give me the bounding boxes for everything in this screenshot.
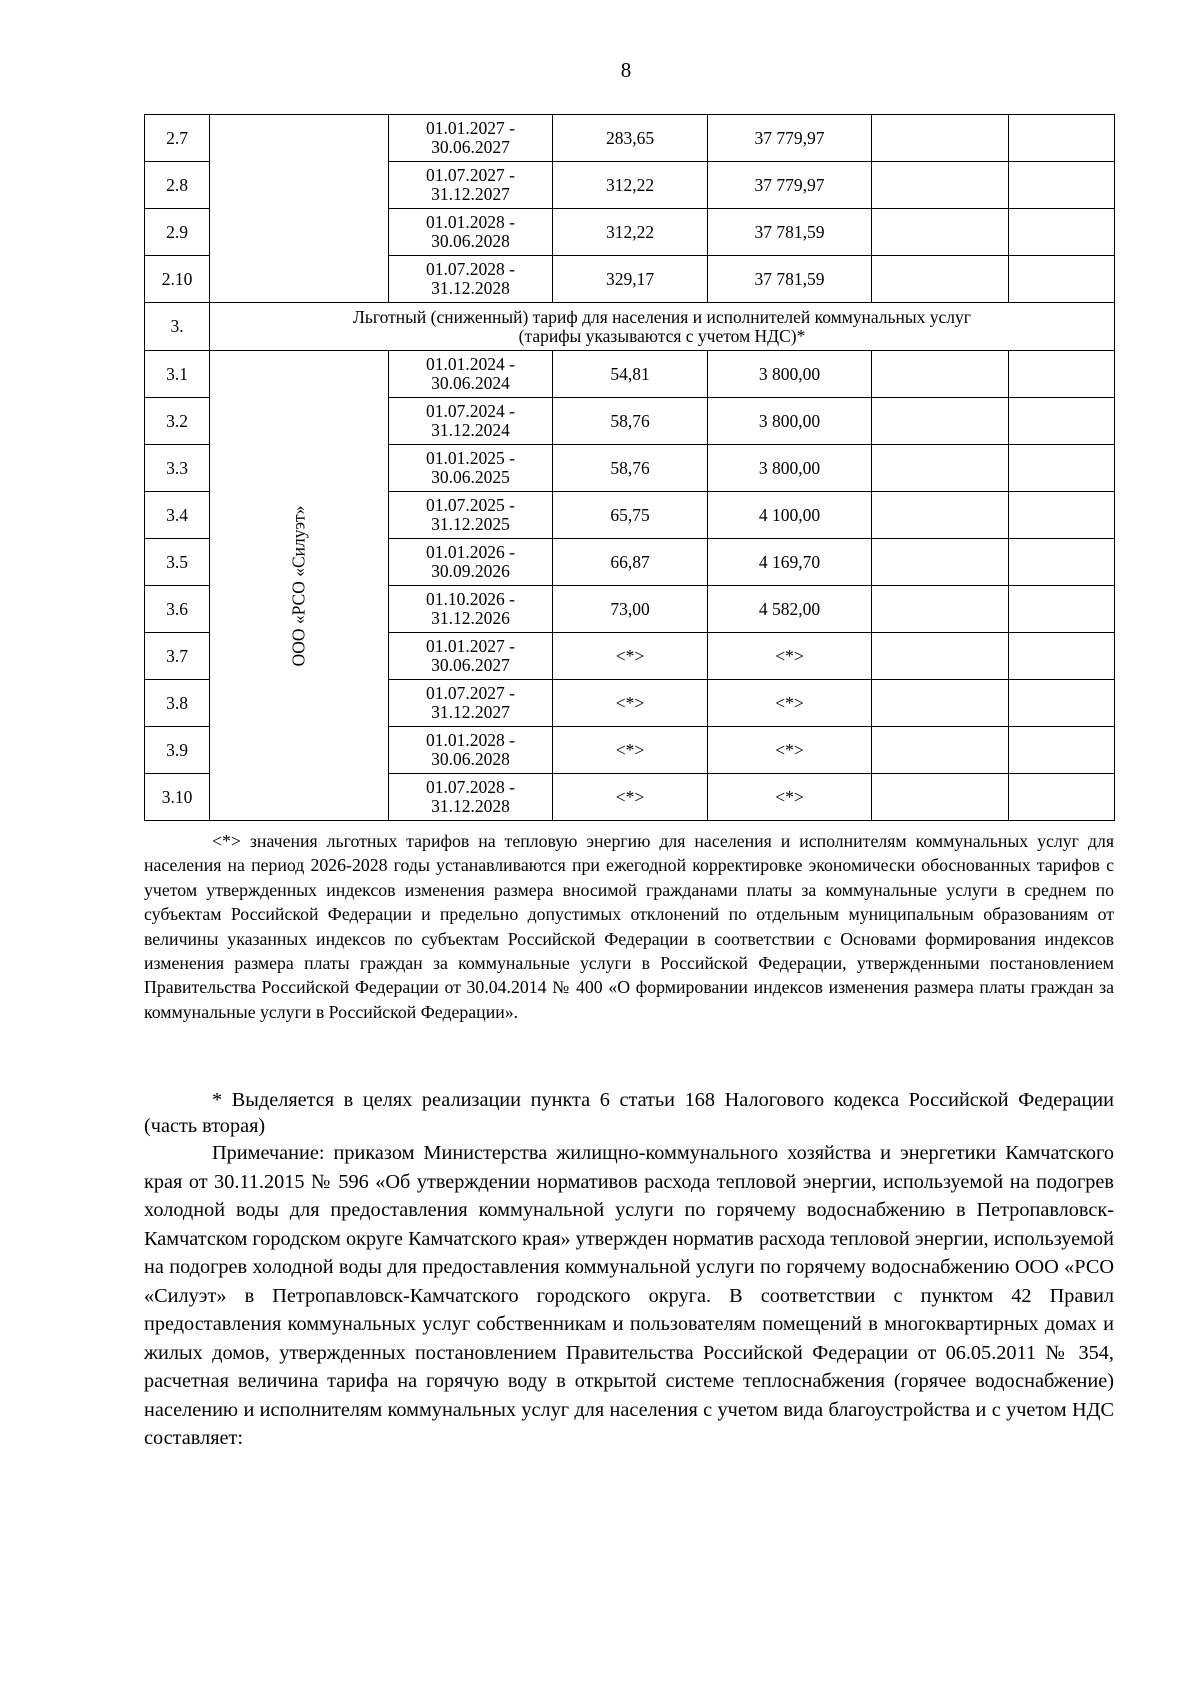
section-title-line: Льготный (сниженный) тариф для населения и исполнителей коммунальных услуг (353, 306, 971, 327)
value-cell-4 (1009, 539, 1115, 586)
value-cell-3 (872, 256, 1009, 303)
period-cell (389, 162, 553, 209)
period-start: 01.01.2025 - (426, 448, 515, 468)
page-number: 8 (620, 58, 632, 82)
period-end: 30.06.2027 (431, 655, 510, 675)
value-cell-2: 4 582,00 (708, 586, 872, 633)
value-cell-4 (1009, 680, 1115, 727)
value-cell-4 (1009, 115, 1115, 162)
period-end: 31.12.2027 (431, 702, 510, 722)
period-start: 01.10.2026 - (426, 589, 515, 609)
value-cell-3 (872, 209, 1009, 256)
value-cell-2: 3 800,00 (708, 351, 872, 398)
value-cell-2: <*> (708, 680, 872, 727)
value-cell-4 (1009, 492, 1115, 539)
row-number: 3.3 (145, 445, 210, 492)
footnote-vat-text: * Выделяется в целях реализации пункта 6 статьи 168 Налогового кодекса Российской Федерации (часть вторая) (144, 1089, 1114, 1137)
period-start: 01.01.2027 - (426, 118, 515, 138)
value-cell-2: 37 779,97 (708, 162, 872, 209)
period-start: 01.07.2024 - (426, 401, 515, 421)
value-cell-3 (872, 398, 1009, 445)
value-cell-4 (1009, 774, 1115, 821)
value-cell-4 (1009, 256, 1115, 303)
row-number: 3.2 (145, 398, 210, 445)
period-cell (389, 633, 553, 680)
period-start: 01.07.2027 - (426, 683, 515, 703)
period-cell (389, 115, 553, 162)
period-end: 30.06.2024 (431, 373, 510, 393)
period-end: 31.12.2026 (431, 608, 510, 628)
section-number: 3. (145, 303, 210, 351)
value-cell-2: 3 800,00 (708, 445, 872, 492)
period-end: 31.12.2027 (431, 184, 510, 204)
period-start: 01.01.2027 - (426, 636, 515, 656)
period-cell (389, 539, 553, 586)
value-cell-2: 37 781,59 (708, 209, 872, 256)
value-cell-3 (872, 727, 1009, 774)
period-start: 01.07.2028 - (426, 777, 515, 797)
value-cell-1: 283,65 (553, 115, 708, 162)
period-end: 30.06.2025 (431, 467, 510, 487)
value-cell-3 (872, 115, 1009, 162)
row-number: 3.1 (145, 351, 210, 398)
section-title (210, 303, 1115, 351)
value-cell-3 (872, 445, 1009, 492)
org-name: ООО «РСО «Силуэт» (288, 505, 309, 666)
value-cell-4 (1009, 209, 1115, 256)
value-cell-1: <*> (553, 774, 708, 821)
footnote-star (144, 829, 1114, 1024)
value-cell-2: <*> (708, 774, 872, 821)
value-cell-1: 312,22 (553, 162, 708, 209)
value-cell-4 (1009, 727, 1115, 774)
value-cell-4 (1009, 162, 1115, 209)
value-cell-3 (872, 539, 1009, 586)
row-number: 2.10 (145, 256, 210, 303)
value-cell-1: 54,81 (553, 351, 708, 398)
row-number: 3.6 (145, 586, 210, 633)
period-cell (389, 351, 553, 398)
row-number: 2.7 (145, 115, 210, 162)
period-cell (389, 398, 553, 445)
value-cell-2: 37 779,97 (708, 115, 872, 162)
period-cell (389, 492, 553, 539)
value-cell-4 (1009, 445, 1115, 492)
section-row (145, 303, 1115, 351)
row-number: 2.8 (145, 162, 210, 209)
period-start: 01.07.2025 - (426, 495, 515, 515)
period-cell (389, 774, 553, 821)
period-start: 01.01.2026 - (426, 542, 515, 562)
table-row (145, 351, 1115, 398)
period-start: 01.01.2028 - (426, 730, 515, 750)
period-start: 01.07.2027 - (426, 165, 515, 185)
period-end: 31.12.2028 (431, 278, 510, 298)
value-cell-1: <*> (553, 727, 708, 774)
period-cell (389, 209, 553, 256)
value-cell-4 (1009, 586, 1115, 633)
value-cell-3 (872, 680, 1009, 727)
value-cell-2: 37 781,59 (708, 256, 872, 303)
period-end: 30.06.2028 (431, 231, 510, 251)
footnote-vat (144, 1087, 1114, 1139)
org-cell (210, 351, 389, 821)
value-cell-1: 73,00 (553, 586, 708, 633)
value-cell-1: <*> (553, 633, 708, 680)
period-end: 31.12.2028 (431, 796, 510, 816)
period-cell (389, 256, 553, 303)
value-cell-3 (872, 162, 1009, 209)
row-number: 3.9 (145, 727, 210, 774)
period-cell (389, 586, 553, 633)
period-cell (389, 680, 553, 727)
period-end: 31.12.2024 (431, 420, 510, 440)
value-cell-4 (1009, 351, 1115, 398)
value-cell-2: <*> (708, 633, 872, 680)
note-paragraph (144, 1139, 1114, 1453)
footnote-star-text: значения льготных тарифов на тепловую энергию для населения и исполнителям коммунальных услуг для населения на период 2026-2028 годы устанавливаются при ежегодной корректировке экономически обоснованных тарифов с учетом утвержденных индексов изменения размера вносимой гражданами платы за коммунальные услуги в среднем по субъектам Российской Федерации и предельно допустимых отклонений по отдельным муниципальным образованиям от величины указанных индексов по субъектам Российской Федерации в соответствии с Основами формирования индексов изменения размера платы граждан за коммунальные услуги в Российской Федерации, утвержденными постановлением Правительства Российской Федерации от 30.04.2014 № 400 «О формировании индексов изменения размера платы граждан за коммунальные услуги в Российской Федерации». (144, 831, 1114, 1022)
value-cell-3 (872, 586, 1009, 633)
period-cell (389, 445, 553, 492)
period-cell (389, 727, 553, 774)
value-cell-1: 312,22 (553, 209, 708, 256)
value-cell-1: 329,17 (553, 256, 708, 303)
section-title-line: (тарифы указываются с учетом НДС)* (518, 325, 806, 346)
value-cell-1: 58,76 (553, 445, 708, 492)
period-start: 01.01.2024 - (426, 354, 515, 374)
value-cell-4 (1009, 398, 1115, 445)
period-end: 30.06.2027 (431, 137, 510, 157)
row-number: 3.8 (145, 680, 210, 727)
value-cell-4 (1009, 633, 1115, 680)
value-cell-1: 66,87 (553, 539, 708, 586)
footnote-marker: <*> (212, 831, 241, 851)
row-number: 2.9 (145, 209, 210, 256)
period-start: 01.01.2028 - (426, 212, 515, 232)
table-row (145, 115, 1115, 162)
value-cell-3 (872, 633, 1009, 680)
value-cell-2: 4 100,00 (708, 492, 872, 539)
value-cell-3 (872, 492, 1009, 539)
value-cell-1: 58,76 (553, 398, 708, 445)
period-end: 30.09.2026 (431, 561, 510, 581)
value-cell-2: 4 169,70 (708, 539, 872, 586)
period-start: 01.07.2028 - (426, 259, 515, 279)
period-end: 30.06.2028 (431, 749, 510, 769)
value-cell-1: <*> (553, 680, 708, 727)
value-cell-1: 65,75 (553, 492, 708, 539)
row-number: 3.4 (145, 492, 210, 539)
note-text: Примечание: приказом Министерства жилищно-коммунального хозяйства и энергетики Камчатского края от 30.11.2015 № 596 «Об утверждении нормативов расхода тепловой энергии, используемой на подогрев холодной воды для предоставления коммунальной услуги по горячему водоснабжению в Петропавловск-Камчатском городском округе Камчатского края» утвержден норматив расхода тепловой энергии, используемой на подогрев холодной воды для предоставления коммунальной услуги по горячему водоснабжению ООО «РСО «Силуэт» в Петропавловск-Камчатского городского округа. В соответствии с пунктом 42 Правил предоставления коммунальных услуг собственникам и пользователям помещений в многоквартирных домах и жилых домов, утвержденных постановлением Правительства Российской Федерации от 06.05.2011 № 354, расчетная величина тарифа на горячую воду в открытой системе теплоснабжения (горячее водоснабжение) населению и исполнителям коммунальных услуг для населения с учетом вида благоустройства и с учетом НДС составляет: (144, 1142, 1114, 1449)
value-cell-2: <*> (708, 727, 872, 774)
row-number: 3.10 (145, 774, 210, 821)
value-cell-3 (872, 351, 1009, 398)
period-end: 31.12.2025 (431, 514, 510, 534)
row-number: 3.7 (145, 633, 210, 680)
row-number: 3.5 (145, 539, 210, 586)
tariff-table (144, 114, 1115, 821)
value-cell-3 (872, 774, 1009, 821)
value-cell-2: 3 800,00 (708, 398, 872, 445)
org-cell-blank (210, 115, 389, 303)
